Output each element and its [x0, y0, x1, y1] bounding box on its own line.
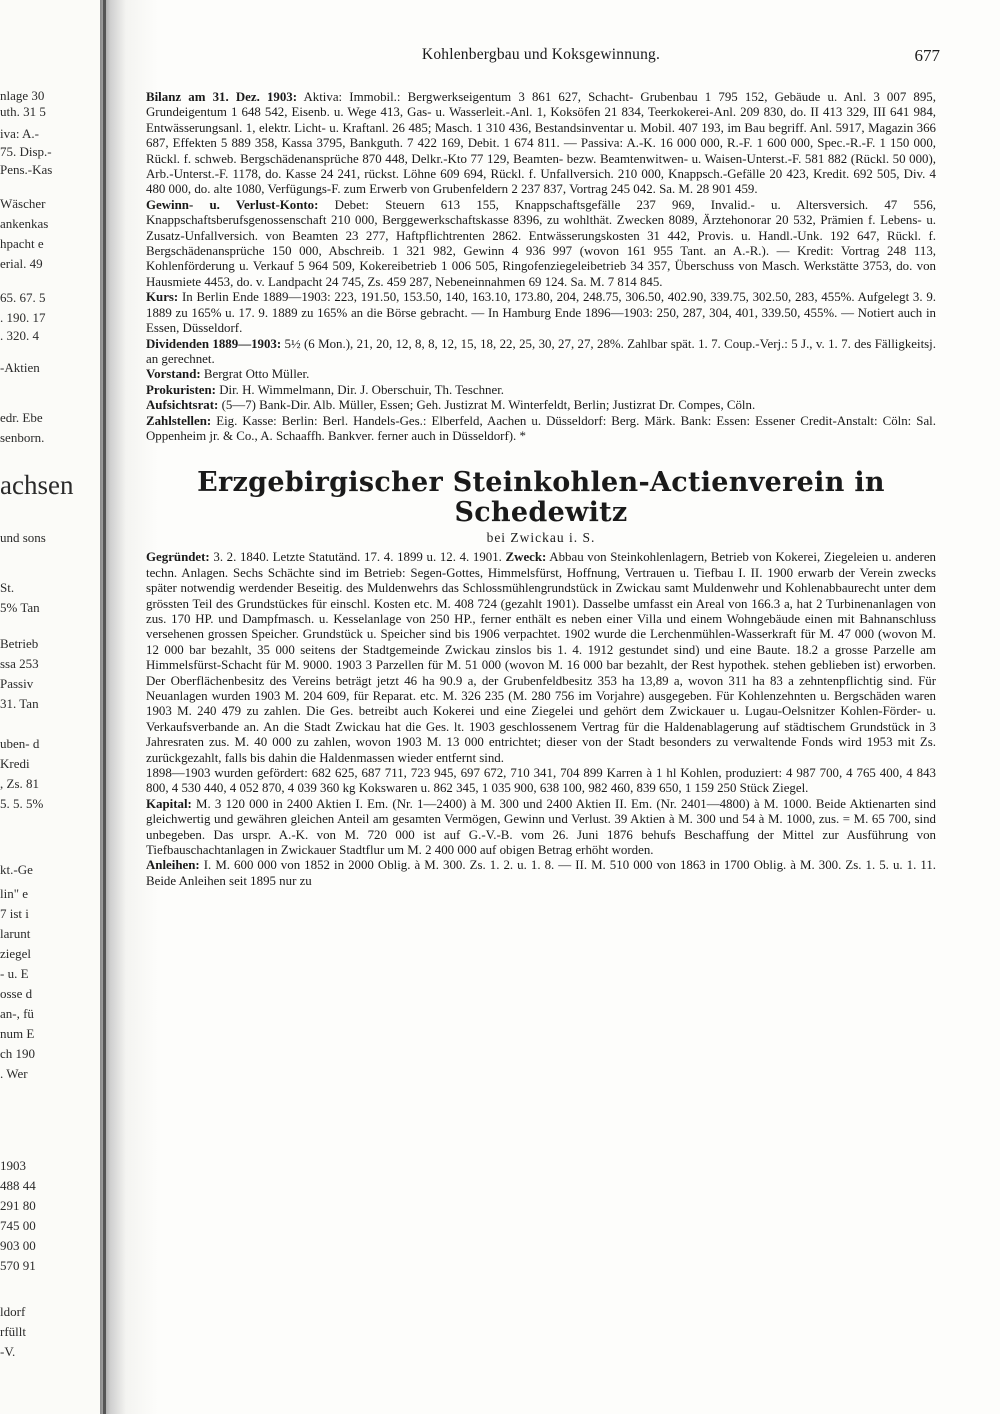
anleihen-label: Anleihen:: [146, 858, 200, 873]
vorstand-text: Bergrat Otto Müller.: [203, 367, 310, 382]
margin-fragment: Wäscher: [0, 196, 46, 211]
margin-fragment: . 190. 17: [0, 310, 46, 325]
margin-fragment: erial. 49: [0, 256, 43, 271]
margin-fragment: an-, fü: [0, 1006, 34, 1021]
prokuristen-label: Prokuristen:: [146, 382, 216, 397]
margin-fragment: 745 00: [0, 1218, 36, 1233]
margin-fragment: edr. Ebe: [0, 410, 43, 425]
margin-fragment: St.: [0, 580, 15, 595]
gewinn-text: Debet: Steuern 613 155, Knappschaftsgefälle 237 969, Invalid.- u. Altersversich. 47 556, Knappschaftsberufsgenossenschaft 210 000, Berggewerkschaftskasse 8396, zu wohlthät. Zwecken 8089, Ärztehonorar 20 532, Prämien f. Lebens- u. Zusatz-Unfallversich. von Beamten 23 277, Haftpflichtrenten 2862. Entwässerungskosten 31 442, Provis. u. Handl.-Unk. 192 647, Rückl. f. Bergschädenansprüche 150 000, Abschreib. 1 321 982, Gewinn 4 936 997 (wovon 161 955 Tant. an A.-R.). — Kredit: Vortrag 248 113, Kohlenförderung u. Verkauf 5 964 509, Kokereibetrieb 1 006 505, Ringofenziegeleibetrieb 34 357, Überschuss von Masch. Werkstätte 3753, do. von Hausmiete 4453, do. v. Landpacht 24 745, Zs. 459 287, Nebeneinnahmen 69 124. Sa. M. 7 814 845.: [146, 197, 936, 289]
margin-fragment: nlage 30: [0, 88, 45, 103]
margin-fragment: hpacht e: [0, 236, 44, 251]
margin-fragment: uben- d: [0, 736, 40, 751]
kapital-text: M. 3 120 000 in 2400 Aktien I. Em. (Nr. 1—2400) à M. 300 und 2400 Aktien II. Em. (Nr. 2401—4800) à M. 1000. Beide Aktienarten sind gleichwertig und gewähren gleichen Anteil am gesamten Vermögen, Gewinn und Verlust. 39 Aktien à M. 300 und 54 à M. 1000, zus. = M. 65 700, sind unbegeben. Das urspr. A.-K. von M. 720 000 ist auf G.-V.-B. vom 26. Juni 1876 behufs Beschaffung der Mittel zur Ausführung von Tiefbauschachtanlagen in Zwickauer Stadtflur um M. 2 400 000 auf obigen Betrag erhöht worden.: [146, 796, 936, 858]
margin-fragment: 488 44: [0, 1178, 36, 1193]
gegruendet-label: Gegründet:: [146, 550, 210, 565]
gegruendet-paragraph: [146, 550, 936, 766]
anleihen-paragraph: [146, 858, 936, 889]
margin-fragment: 291 80: [0, 1198, 36, 1213]
second-company-entry: [146, 468, 936, 889]
margin-fragment: - u. E: [0, 966, 29, 981]
first-company-entry: [146, 90, 936, 444]
kurs-label: Kurs:: [146, 290, 179, 305]
margin-fragment: 1903: [0, 1158, 26, 1173]
margin-fragment: ssa 253: [0, 656, 39, 671]
margin-fragment: Pens.-Kas: [0, 162, 53, 177]
kurs-text: In Berlin Ende 1889—1903: 223, 191.50, 153.50, 140, 163.10, 173.80, 204, 248.75, 306.50, 402.90, 339.75, 302.50, 283, 455%. Aufgelegt 3. 9. 1889 zu 165% u. 17. 9. 1889 zu 165% an die Börse gebracht. — In Hamburg Ende 1896—1903: 250, 287, 304, 401, 339.50, 455%. — Notiert auch in Essen, Düsseldorf.: [146, 290, 936, 336]
dividenden-label: Dividenden 1889—1903:: [146, 336, 282, 351]
adjacent-page-strip: [0, 0, 100, 1414]
margin-fragment: ch 190: [0, 1046, 36, 1061]
foerderung-paragraph: [146, 766, 936, 797]
vorstand-paragraph: [146, 367, 936, 382]
margin-fragment: 5. 5. 5%: [0, 796, 44, 811]
running-title: Kohlenbergbau und Koksgewinnung.: [421, 46, 661, 63]
vorstand-label: Vorstand:: [146, 367, 201, 382]
margin-fragment: uth. 31 5: [0, 104, 46, 119]
margin-fragment: Kredi: [0, 756, 30, 771]
margin-fragment: 31. Tan: [0, 696, 39, 711]
zahlstellen-paragraph: [146, 414, 936, 445]
margin-fragment: ldorf: [0, 1304, 26, 1319]
kapital-paragraph: [146, 797, 936, 859]
margin-fragment: larunt: [0, 926, 31, 941]
prokuristen-paragraph: [146, 383, 936, 398]
bilanz-paragraph: [146, 90, 936, 198]
kapital-label: Kapital:: [146, 796, 192, 811]
prokuristen-text: Dir. H. Wimmelmann, Dir. J. Oberschuir, Th. Teschner.: [219, 382, 505, 397]
margin-fragment: . Wer: [0, 1066, 28, 1081]
margin-fragment: -Aktien: [0, 360, 40, 375]
gewinn-label: Gewinn- u. Verlust-Konto:: [146, 197, 319, 212]
margin-fragment: iva: A.-: [0, 126, 39, 141]
foerderung-text: 1898—1903 wurden gefördert: 682 625, 687 711, 723 945, 697 672, 710 341, 704 899 Karren à 1 hl Kohlen, produziert: 4 987 700, 4 765 400, 4 843 800, 4 530 440, 4 052 870, 4 039 360 kg Kokswaren u. 862 345, 1 035 900, 638 100, 982 460, 839 650, 1 159 250 Stück Ziegel.: [146, 766, 936, 796]
margin-fragment: ankenkas: [0, 216, 49, 231]
gewinn-paragraph: [146, 198, 936, 290]
zahlstellen-label: Zahlstellen:: [146, 413, 212, 428]
bilanz-label: Bilanz am 31. Dez. 1903:: [146, 90, 298, 104]
aufsichtsrat-label: Aufsichtsrat:: [146, 398, 219, 413]
gutter-edge-line: [103, 0, 106, 1414]
margin-fragment: . 320. 4: [0, 328, 39, 343]
margin-fragment: 75. Disp.-: [0, 144, 52, 159]
margin-fragment: achsen: [0, 470, 74, 500]
bilanz-text: Aktiva: Immobil.: Bergwerkseigentum 3 861 627, Schacht- Grubenbau 1 795 152, Gebäude u. Anl. 3 007 895, Grundeigentum 1 648 542, Eisenb. u. Wege 413, Gas- u. Wasserleit.-Anl. 1, Koksöfen 21 834, Teerkokerei-Anl. 209 830, do. II 413 329, III 641 984, Entwässerungsanl. 1, elektr. Licht- u. Kraftanl. 26 485; Masch. 1 310 436, Bestandsinventar u. Mobil. 407 193, im Bau begriff. Anl. 5917, Magazin 366 687, Effekten 5 889 358, Kassa 3795, Bankguth. 7 422 169, Debit. 1 674 811. — Passiva: A.-K. 16 000 000, R.-F. 1 600 000, Spec.-R.-F. 1 150 000, Rückl. f. schweb. Bergschädenansprüche 870 448, Delkr.-Kto 77 129, Beamten- bezw. Beamtenwitwen- u. Waisen-Unterst.-F. 581 882 (Rückl. 50 000), Arb.-Unterst.-F. 1178, do. Kasse 24 241, rückst. Löhne 609 694, Rückl. f. Unfallversich. 210 000, Knappsch.-Gefälle 20 423, Kredit. 692 505, Div. 4 480 000, do. alte 1080, Verfügungs-F. zum Erwerb von Grubenfeldern 2 237 837, Vortrag 245 042. Sa. M. 28 901 459.: [146, 90, 936, 197]
margin-fragment: Passiv: [0, 676, 34, 691]
margin-fragment: osse d: [0, 986, 33, 1001]
margin-fragment: Betrieb: [0, 636, 39, 651]
dividenden-paragraph: [146, 337, 936, 368]
margin-fragment: num E: [0, 1026, 35, 1041]
margin-fragment: 65. 67. 5: [0, 290, 46, 305]
dividenden-text: 5½ (6 Mon.), 21, 20, 12, 8, 8, 12, 15, 18, 22, 25, 30, 27, 27, 28%. Zahlbar spät. 1. 7. Coup.-Verj.: 5 J., v. 1. 7. des Fälligkeitsj. an gerechnet.: [146, 336, 936, 366]
margin-fragment: kt.-Ge: [0, 862, 33, 877]
margin-fragment: 5% Tan: [0, 600, 40, 615]
margin-fragment: und sons: [0, 530, 46, 545]
zweck-label: Zweck:: [505, 550, 547, 565]
anleihen-text: I. M. 600 000 von 1852 in 2000 Oblig. à M. 300. Zs. 1. 2. u. 1. 8. — II. M. 510 000 von 1863 in 1700 Oblig. à M. 300. Zs. 1. 5. u. 1. 11. Beide Anleihen seit 1895 nur zu: [146, 858, 936, 888]
margin-fragment: 7 ist i: [0, 906, 29, 921]
gegruendet-text: 3. 2. 1840. Letzte Statutänd. 17. 4. 1899 u. 12. 4. 1901.: [213, 550, 502, 565]
margin-fragment: 903 00: [0, 1238, 36, 1253]
running-head: [146, 46, 940, 74]
company-title: Erzgebirgischer Steinkohlen-Actienverein in Schedewitz: [197, 467, 885, 529]
margin-fragment: , Zs. 81: [0, 776, 39, 791]
aufsichtsrat-paragraph: [146, 398, 936, 413]
kurs-paragraph: [146, 290, 936, 336]
zweck-text: Abbau von Steinkohlenlagern, Betrieb von Kokerei, Ziegeleien u. anderen techn. Anlagen. Sechs Schächte sind im Betrieb: Segen-Gottes, Himmelsfürst, Hoffnung, Vertrauen u. Tiefbau I. II. 1900 erwarb der Verein zwecks später notwendig werdender Beseitig. des Muldenwehrs das Schlossmühlengrundstück in Zwickau samt Muldenwehr und Kohlenabbaurecht unter dem grössten Teil des Grundstückes für einschl. Kosten etc. M. 408 724 (gezahlt 1901). Dasselbe umfasst ein Areal von 166.3 a, hat 2 Turbinenanlagen von zus. 170 HP. und Dampfmasch. u. Kesselanlage von 250 HP., ferner enthält es neben einer Villa und einem Wohngebäude einen mit Bahnanschluss versehenen grossen Speicher. Grundstück u. Speicher sind bis 1906 verpachtet. 1902 wurde die Lerchenmühlen-Wasserkraft für M. 47 000 (wovon M. 12 000 bar bezahlt, 35 000 seitens der Stadtgemeinde Zwickau zinslos bis 1. 4. 1912 gestundet sind) und eine Baute. 18.2 a grosse Parzelle am Himmelsfürst-Schacht für M. 9000. 1903 3 Parzellen für M. 51 000 (wovon M. 16 000 bar bezahlt, der Rest hypothek. stehen geblieben ist) erworben. Der Oberflächenbesitz des Vereins beträgt jetzt 46 ha 90.9 a, der Grubenfeldbesitz 353 ha 13,89 a, wovon 311 ha 83 a zehntenpflichtig sind. Für Neuanlagen wurden 1903 M. 204 609, für Reparat. etc. M. 326 235 (M. 280 756 im Vorjahre) ausgegeben. Für Kohlenzehnten u. Bergschäden waren 1903 M. 240 479 zu zahlen. Die Ges. betreibt auch Kokerei und eine Ziegelei und gehört dem Zwickauer u. Lugau-Oelsnitzer Kohlen-Förder- u. Verkaufsverbande an. An die Stadt Zwickau hat die Ges. lt. 1903 geschlossenem Vertrag für die Haldenablagerung auf städtischem Grundstück in 3 Jahresraten zus. M. 40 000 zu zahlen, wovon 1903 M. 13 000 entrichtet; dieser von der Stadt besonders zu verwaltende Fonds wird 1953 mit Zs. zurückgezahlt, falls bis dahin die Haldenmassen wieder entfernt sind.: [146, 550, 936, 765]
margin-fragment: lin" e: [0, 886, 29, 901]
page-body: [146, 46, 940, 889]
margin-fragment: rfüllt: [0, 1324, 26, 1339]
page-number: 677: [914, 46, 940, 65]
margin-fragment: senborn.: [0, 430, 45, 445]
aufsichtsrat-text: (5—7) Bank-Dir. Alb. Müller, Essen; Geh. Justizrat M. Winterfeldt, Berlin; Justizrat Dr. Compes, Cöln.: [221, 398, 756, 413]
margin-fragment: 570 91: [0, 1258, 36, 1273]
margin-fragment: -V.: [0, 1344, 16, 1359]
zahlstellen-text: Eig. Kasse: Berlin: Berl. Handels-Ges.: Elberfeld, Aachen u. Düsseldorf: Berg. Märk. Bank: Essen: Essener Credit-Anstalt: Cöln: Sal. Oppenheim jr. & Co., A. Schaaffh. Bankver. ferner auch in Düsseldorf). *: [146, 413, 936, 443]
margin-fragment: ziegel: [0, 946, 32, 961]
company-location: bei Zwickau i. S.: [486, 530, 596, 546]
